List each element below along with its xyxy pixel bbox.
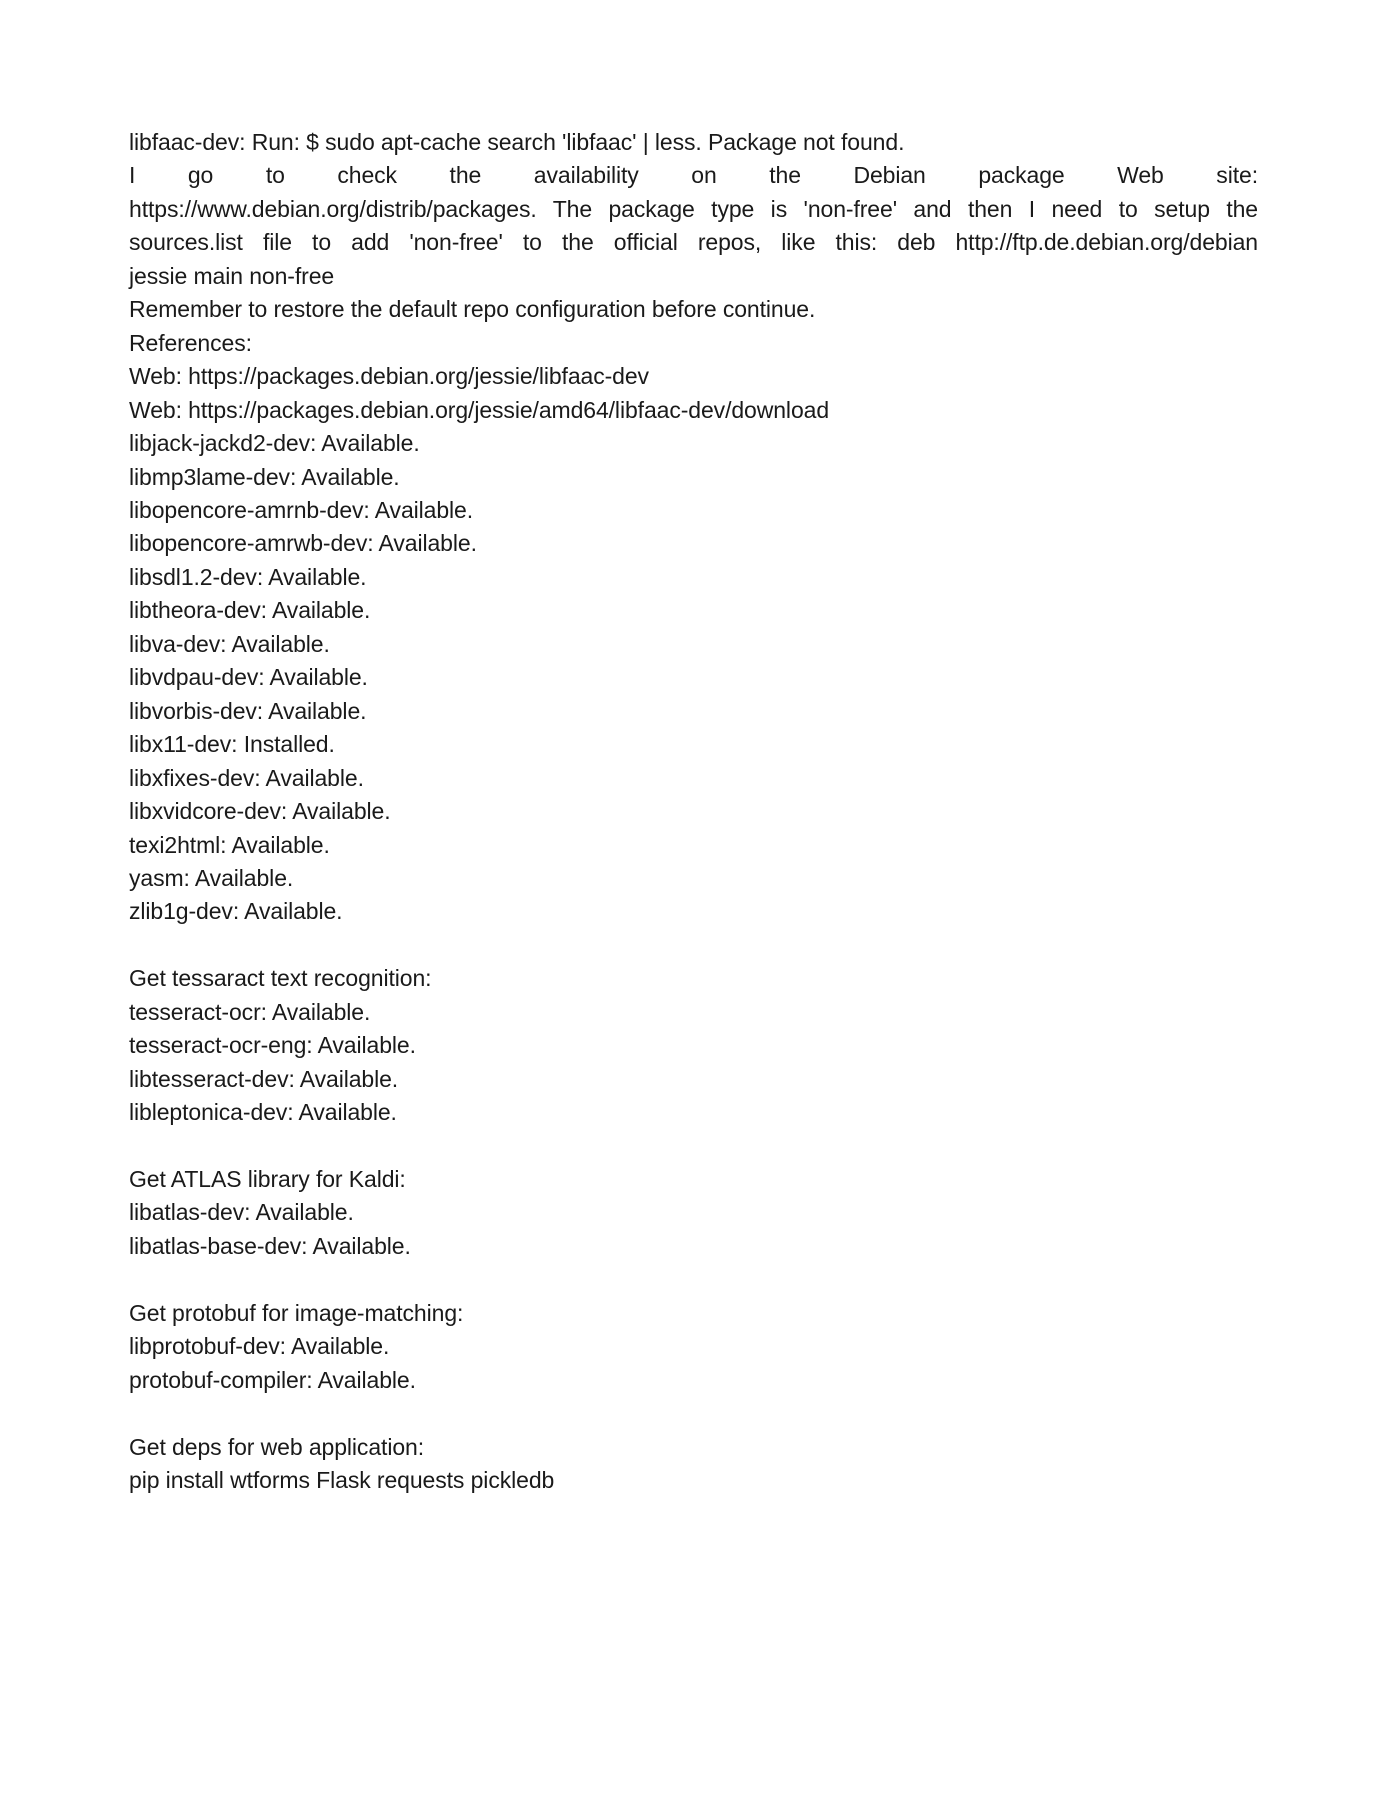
package-status-line: libxfixes-dev: Available. xyxy=(129,764,364,791)
package-status-line: libvorbis-dev: Available. xyxy=(129,697,367,724)
paragraph-line: sources.list file to add 'non-free' to the official repos, like this: deb http://ftp.de.debian.org/debian xyxy=(129,229,1258,256)
package-status-line: libvdpau-dev: Available. xyxy=(129,664,368,691)
section-web-deps xyxy=(129,1397,1258,1497)
blank-line xyxy=(129,1397,1258,1430)
package-status-line: libopencore-amrnb-dev: Available. xyxy=(129,496,474,523)
package-status-line: texi2html: Available. xyxy=(129,831,330,858)
references-label: References: xyxy=(129,329,252,356)
command-line: pip install wtforms Flask requests pickledb xyxy=(129,1467,555,1494)
blank-line xyxy=(129,1263,1258,1296)
paragraph-line: I go to check the availability on the Debian package Web site: xyxy=(129,162,1258,189)
package-status-line: libopencore-amrwb-dev: Available. xyxy=(129,530,477,557)
package-status-line: libjack-jackd2-dev: Available. xyxy=(129,430,420,457)
section-title: Get tessaract text recognition: xyxy=(129,965,432,992)
availability-paragraph xyxy=(129,159,1258,293)
reference-link: Web: https://packages.debian.org/jessie/amd64/libfaac-dev/download xyxy=(129,396,830,423)
reference-link: Web: https://packages.debian.org/jessie/libfaac-dev xyxy=(129,363,649,390)
package-status-line: protobuf-compiler: Available. xyxy=(129,1366,416,1393)
section-tesseract xyxy=(129,929,1258,1130)
section-title: Get protobuf for image-matching: xyxy=(129,1299,464,1326)
section-atlas xyxy=(129,1130,1258,1264)
package-status-line: libatlas-dev: Available. xyxy=(129,1199,354,1226)
section-protobuf xyxy=(129,1263,1258,1397)
package-status-line: yasm: Available. xyxy=(129,864,294,891)
package-status-line: libtesseract-dev: Available. xyxy=(129,1065,399,1092)
package-status-line: libtheora-dev: Available. xyxy=(129,597,371,624)
package-status-line: zlib1g-dev: Available. xyxy=(129,898,343,925)
package-status-line: libxvidcore-dev: Available. xyxy=(129,798,391,825)
paragraph-line: jessie main non-free xyxy=(129,262,335,289)
intro-line: libfaac-dev: Run: $ sudo apt-cache search 'libfaac' | less. Package not found. xyxy=(129,129,905,155)
package-status-line: libx11-dev: Installed. xyxy=(129,731,335,758)
package-status-line: libsdl1.2-dev: Available. xyxy=(129,563,367,590)
package-status-line: libva-dev: Available. xyxy=(129,630,330,657)
package-status-line: tesseract-ocr: Available. xyxy=(129,998,371,1025)
blank-line xyxy=(129,1130,1258,1163)
document-page xyxy=(129,126,1258,1498)
package-status-list xyxy=(129,427,1258,929)
blank-line xyxy=(129,929,1258,962)
section-title: Get ATLAS library for Kaldi: xyxy=(129,1166,406,1193)
section-title: Get deps for web application: xyxy=(129,1433,424,1460)
package-status-line: libatlas-base-dev: Available. xyxy=(129,1232,411,1259)
package-status-line: libmp3lame-dev: Available. xyxy=(129,463,400,490)
remember-line: Remember to restore the default repo configuration before continue. xyxy=(129,296,816,323)
paragraph-line: https://www.debian.org/distrib/packages. The package type is 'non-free' and then I need to setup the xyxy=(129,195,1258,222)
package-status-line: libprotobuf-dev: Available. xyxy=(129,1333,390,1360)
package-status-line: tesseract-ocr-eng: Available. xyxy=(129,1032,416,1059)
package-status-line: libleptonica-dev: Available. xyxy=(129,1099,397,1126)
